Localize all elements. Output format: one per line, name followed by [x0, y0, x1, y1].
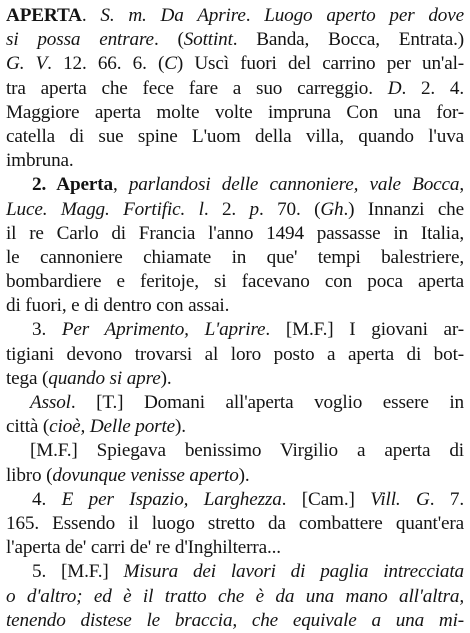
- entry-italic-text: Luogo aperto per dove: [264, 5, 464, 26]
- entry-italic-text: C: [164, 53, 177, 75]
- entry-italic-text: parlandosi delle cannoniere, vale Bocca: [128, 174, 460, 196]
- entry-italic-text: p: [249, 198, 259, 220]
- entry-line: [6, 77, 464, 101]
- entry-text: . [M.F.] I giovani ar-: [265, 319, 464, 341]
- entry-line: [6, 4, 464, 28]
- entry-line: [6, 415, 464, 439]
- entry-text: . 12. 66. 6. (: [47, 53, 165, 75]
- entry-text: 3.: [32, 319, 62, 341]
- entry-line: [6, 585, 464, 609]
- entry-text: libro (: [6, 464, 53, 486]
- entry-text: bombardiere e feritoje, si facevano con poca aperta: [6, 271, 464, 293]
- entry-italic-text: Aprire: [197, 5, 246, 26]
- entry-line: [6, 173, 464, 197]
- entry-italic-text: cioè, Delle porte: [49, 416, 176, 438]
- entry-line: [6, 560, 464, 584]
- entry-text: . (: [153, 29, 184, 51]
- entry-italic-text: Luce. Magg. Fortific. l: [6, 198, 204, 220]
- entry-text: . 7.: [429, 488, 464, 510]
- entry-text: le cannoniere chiamate in que' tempi balestriere,: [6, 246, 464, 268]
- entry-italic-text: E per Ispazio, Larghezza: [61, 488, 282, 510]
- entry-line: [6, 52, 464, 76]
- entry-text: ,: [112, 174, 129, 196]
- entry-text: . 2.: [203, 198, 250, 220]
- entry-text: ).: [238, 464, 250, 486]
- entry-text: il re Carlo di Francia l'anno 1494 passasse in Italia,: [6, 222, 464, 244]
- entry-text: .: [81, 5, 101, 26]
- entry-line: [6, 391, 464, 415]
- entry-italic-text: S. m. Da: [100, 5, 198, 26]
- entry-line: [6, 464, 464, 488]
- entry-italic-text: Vill. G: [370, 488, 430, 510]
- entry-text: 165. Essendo il luogo stretto da combattere quant'era: [6, 512, 464, 534]
- entry-italic-text: Per Aprimento, L'aprire: [61, 319, 266, 341]
- entry-text: ).: [175, 416, 186, 438]
- entry-line: [6, 488, 464, 512]
- entry-italic-text: tenendo distese le braccia, che equivale a una mi-: [6, 609, 464, 631]
- entry-line: [6, 343, 464, 367]
- entry-text: .) Innanzi che: [343, 198, 464, 220]
- entry-text: [M.F.] Spiegava benissimo Virgilio a aperta di: [30, 440, 464, 462]
- entry-text: ,: [459, 174, 464, 196]
- entry-text: 4.: [32, 488, 62, 510]
- entry-text: .: [245, 5, 265, 26]
- entry-text: Maggiore aperta molte volte impruna Con una for-: [6, 101, 464, 123]
- entry-line: [6, 125, 464, 149]
- entry-text: tega (: [6, 367, 49, 389]
- entry-line: [6, 439, 464, 463]
- entry-italic-text: Gh: [320, 198, 344, 220]
- entry-italic-text: Assol: [30, 392, 71, 413]
- entry-text: ).: [160, 367, 172, 389]
- entry-line: [6, 294, 464, 318]
- entry-text: tra aperta che fece fare a suo carreggio.: [6, 77, 388, 99]
- entry-line: [6, 367, 464, 391]
- entry-text: di fuori, e di dentro con assai.: [6, 295, 230, 317]
- entry-italic-text: dovunque venisse aperto: [52, 464, 239, 486]
- entry-text: ) Uscì fuori del carrino per un'al-: [176, 53, 464, 75]
- entry-line: [6, 246, 464, 270]
- entry-line: [6, 198, 464, 222]
- entry-text: imbruna.: [6, 150, 74, 172]
- entry-text: . 2. 4.: [401, 77, 464, 99]
- entry-line: [6, 512, 464, 536]
- entry-italic-text: o d'altro; ed è il tratto che è da una mano all'altra,: [6, 585, 464, 607]
- entry-line: [6, 536, 464, 560]
- entry-text: . [T.] Domani all'aperta voglio essere in: [70, 392, 464, 413]
- entry-line: [6, 270, 464, 294]
- entry-text: . Banda, Bocca, Entrata.): [232, 29, 465, 51]
- entry-text: l'aperta de' carri de' re d'Inghilterra...: [6, 537, 281, 559]
- entry-text: . 70. (: [258, 198, 321, 220]
- entry-line: [6, 28, 464, 52]
- entry-line: [6, 222, 464, 246]
- entry-italic-text: Sottint: [183, 29, 233, 51]
- entry-text: tigiani devono trovarsi al loro posto a aperta di bot-: [6, 343, 464, 365]
- entry-italic-text: G. V: [6, 53, 48, 75]
- entry-text: 5. [M.F.]: [32, 561, 124, 583]
- dictionary-entry-aperta: [6, 4, 464, 633]
- entry-italic-text: quando si apre: [48, 367, 161, 389]
- entry-text: catella di sue spine L'uom della villa, quando l'uva: [6, 125, 464, 147]
- entry-heading: APERTA: [6, 5, 82, 26]
- entry-line: [6, 609, 464, 633]
- entry-text: città (: [6, 416, 50, 438]
- entry-line: [6, 149, 464, 173]
- entry-italic-text: si possa entrare: [6, 29, 154, 51]
- entry-italic-text: Misura dei lavori di paglia intrecciata: [123, 561, 464, 583]
- entry-heading: 2. Aperta: [32, 174, 113, 196]
- entry-text: . [Cam.]: [281, 488, 371, 510]
- entry-line: [6, 101, 464, 125]
- entry-line: [6, 318, 464, 342]
- entry-italic-text: D: [387, 77, 402, 99]
